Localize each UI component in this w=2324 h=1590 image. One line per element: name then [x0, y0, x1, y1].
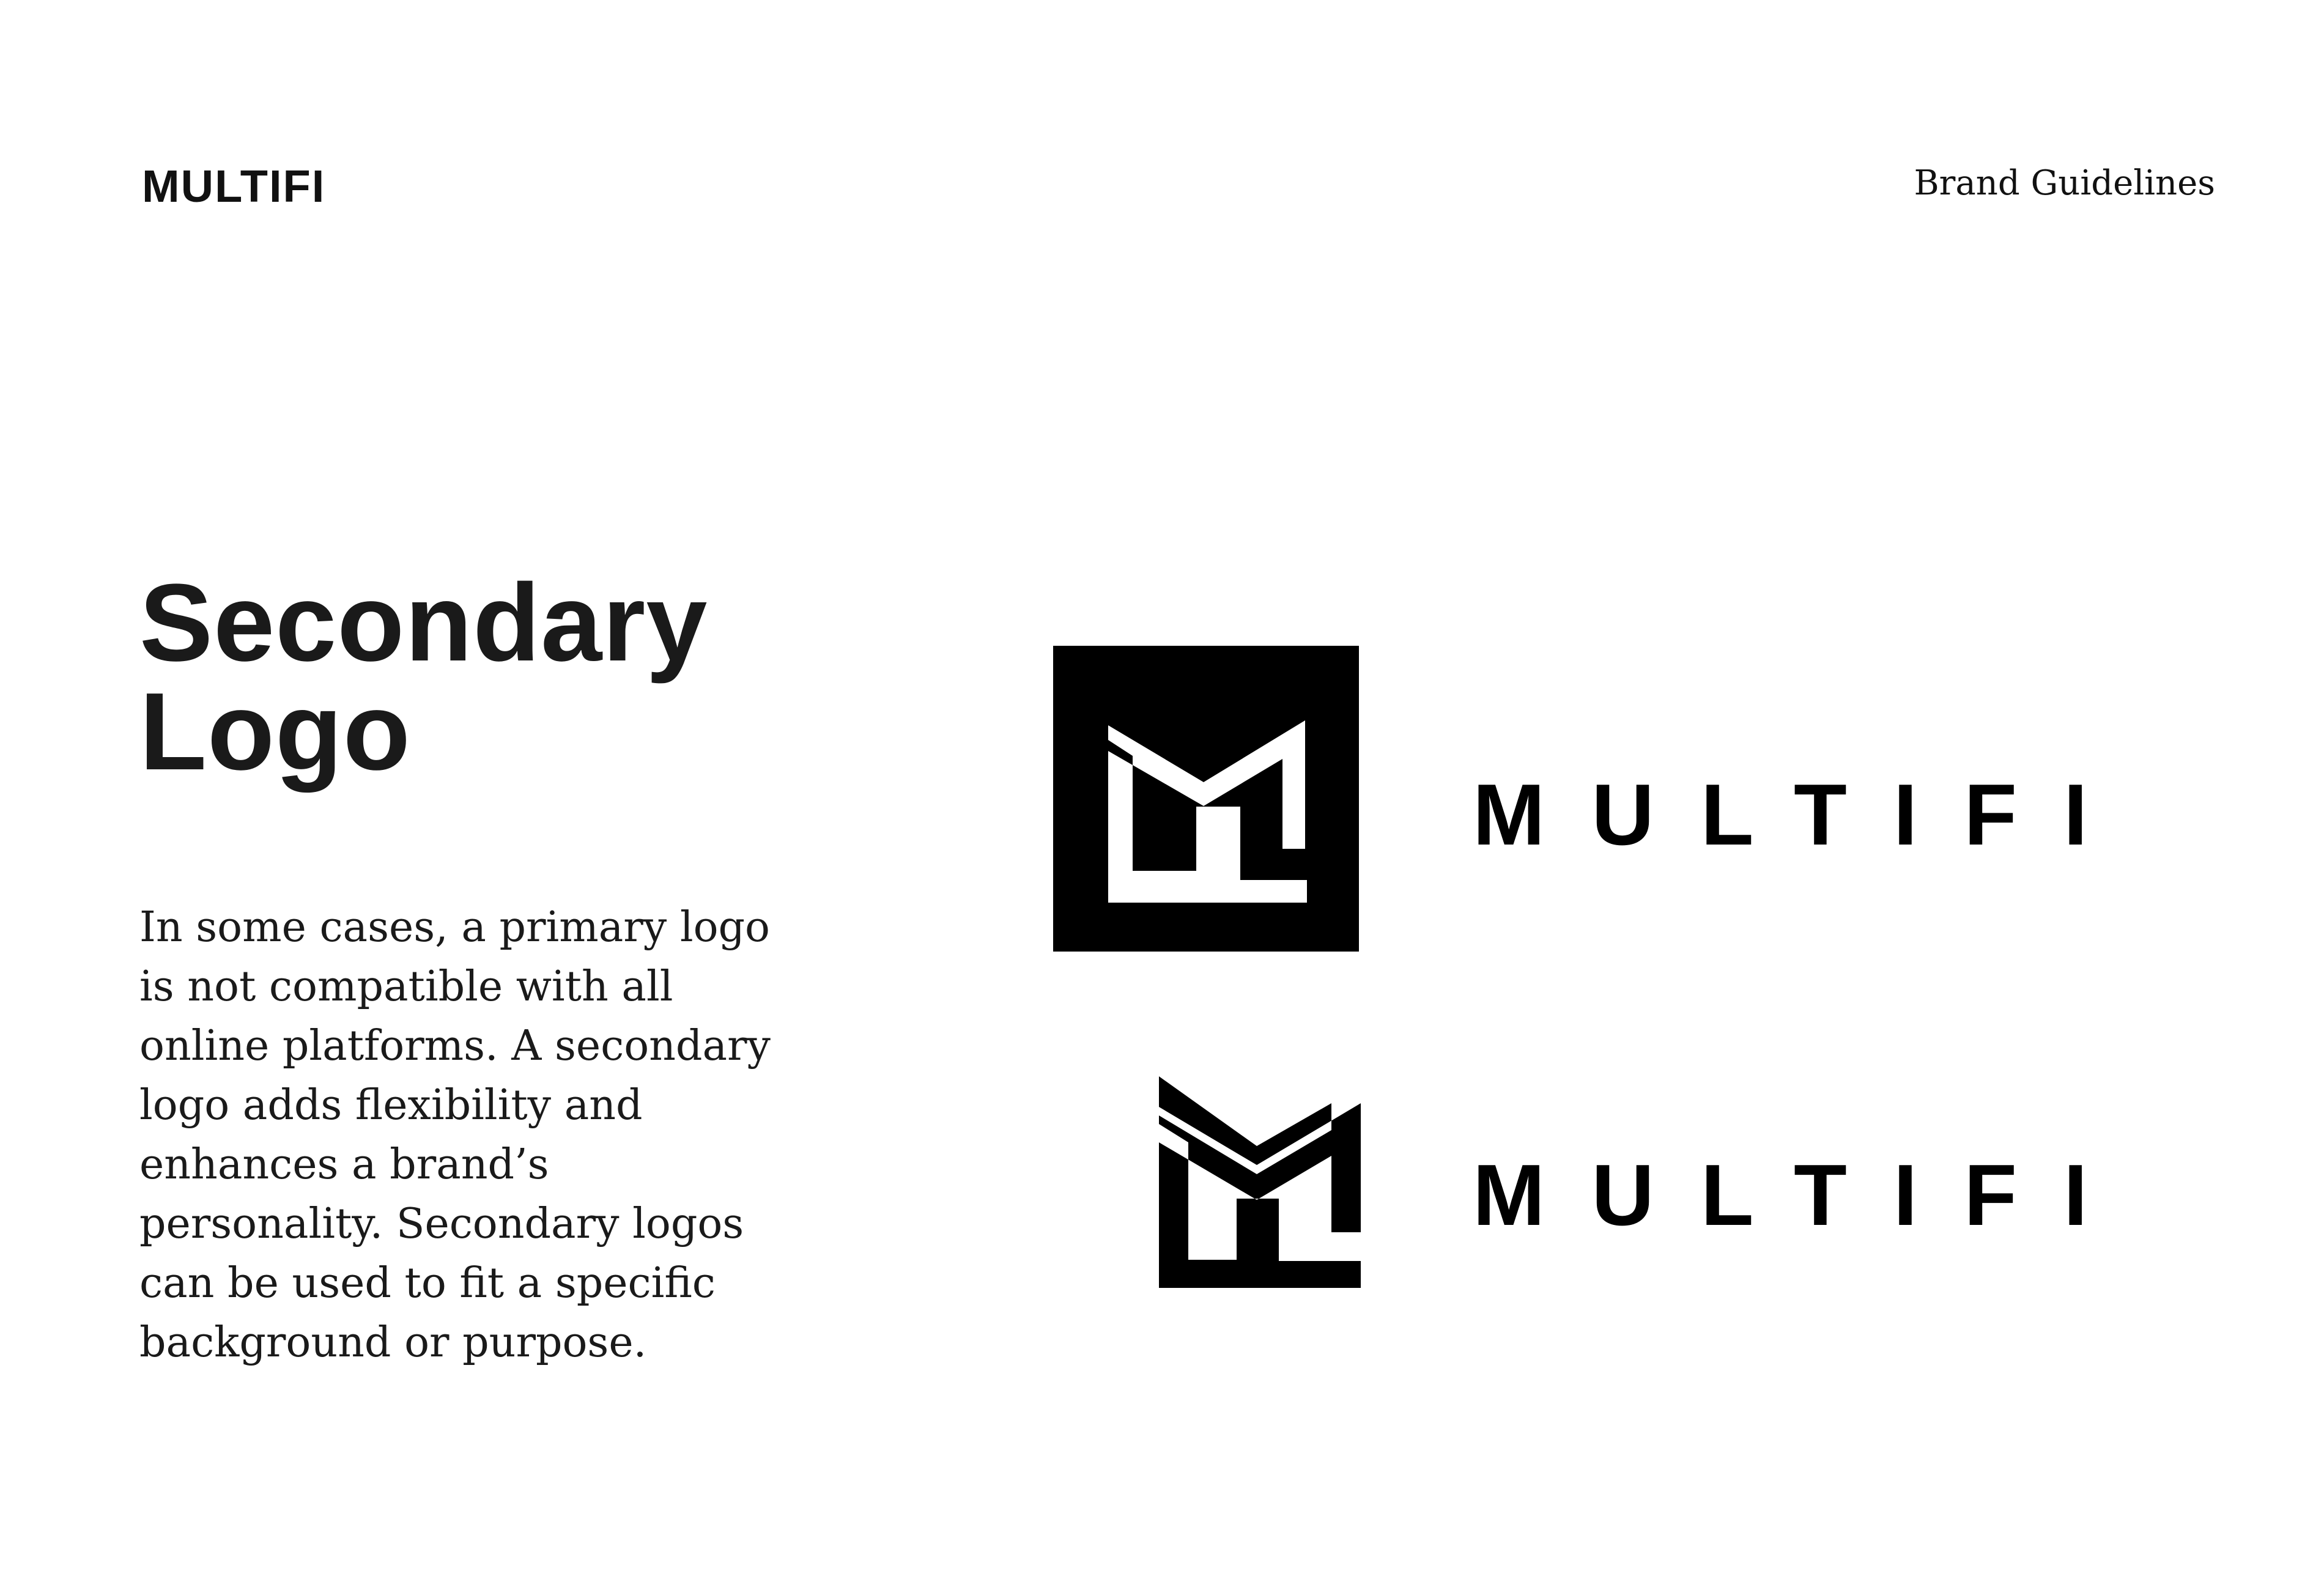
mf-monogram-boxed-icon [1053, 646, 1359, 952]
logo-plain [1159, 1076, 1361, 1288]
page-title [139, 561, 708, 793]
mf-monogram-icon [1159, 1076, 1361, 1288]
logo-plain-wordmark: MULTIFI [1473, 1147, 2134, 1244]
page-title-line-2: Logo [139, 670, 411, 793]
document-label: Brand Guidelines [1914, 163, 2215, 203]
header-brand: MULTIFI [142, 161, 326, 212]
logo-boxed-wordmark: MULTIFI [1473, 766, 2134, 863]
logo-boxed [1053, 646, 1359, 952]
section-body: In some cases, a primary logo is not compatible with all online platforms. A secondary logo adds flexibility and enhances a brand’s personality. Secondary logos can be used to fit a specific background or purpose. [139, 903, 771, 1367]
page-title-line-1: Secondary [139, 561, 708, 684]
